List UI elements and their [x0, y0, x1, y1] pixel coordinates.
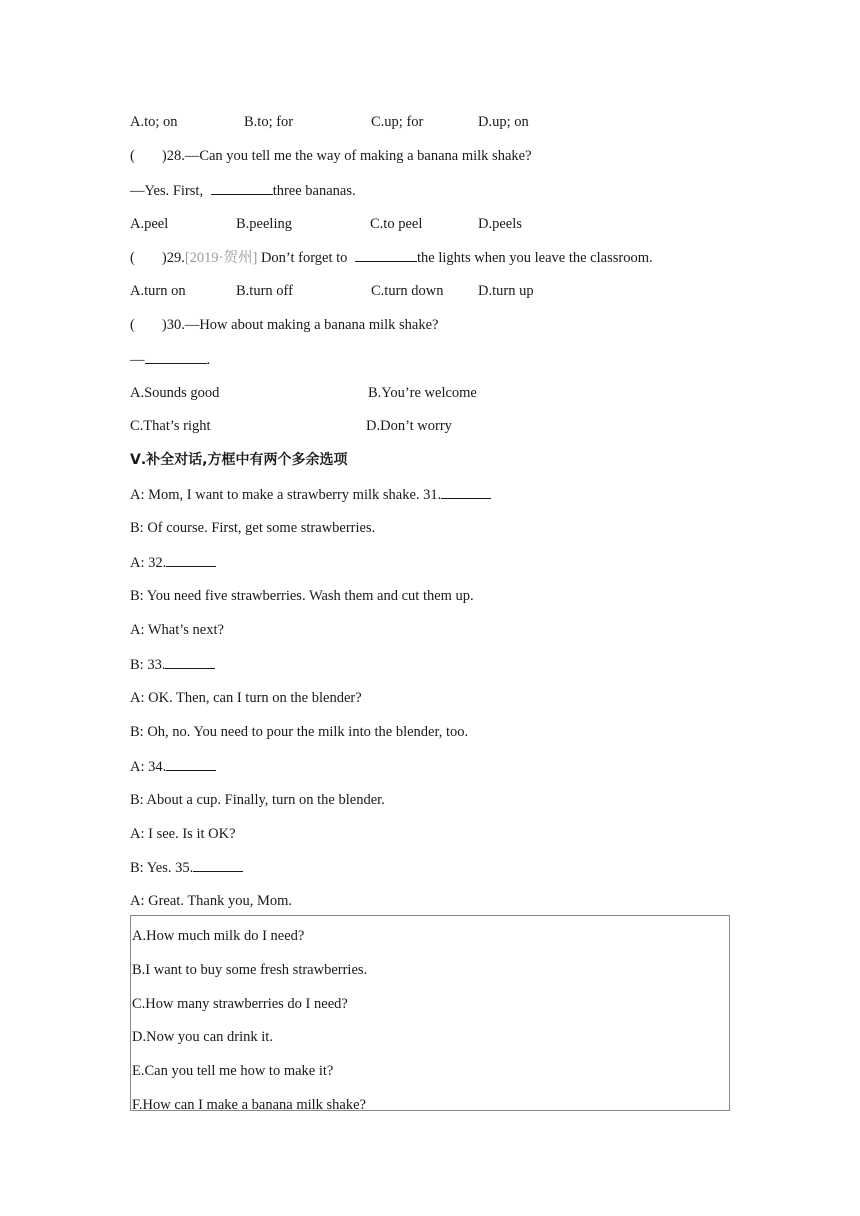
dialogue-line — [130, 484, 491, 505]
q29-option-a: A.turn on — [130, 283, 186, 299]
dialogue-line — [130, 620, 224, 640]
q28-blank[interactable] — [211, 180, 273, 195]
q29-option-c: C.turn down — [371, 283, 444, 299]
dialogue-blank[interactable] — [441, 484, 491, 499]
dialogue-blank[interactable] — [193, 857, 243, 872]
q29-answer-paren-open: ( — [130, 250, 135, 266]
dialogue-line — [130, 552, 216, 573]
dialogue-line — [130, 824, 236, 844]
dialogue-text: B: Oh, no. You need to pour the milk into the blender, too. — [130, 724, 469, 740]
q28-reply — [130, 180, 356, 201]
q28-question-text: 28.—Can you tell me the way of making a banana milk shake? — [166, 148, 532, 164]
dialogue-text: A: I see. Is it OK? — [130, 826, 236, 842]
dialogue-text: A: OK. Then, can I turn on the blender? — [130, 690, 362, 706]
dialogue-line — [130, 790, 385, 810]
q28-answer-paren-close: ) — [161, 148, 167, 164]
box-option: E.Can you tell me how to make it? — [132, 1063, 334, 1079]
box-option: B.I want to buy some fresh strawberries. — [132, 962, 368, 978]
dialogue-line — [130, 756, 216, 777]
q29-source-tag: [2019·贺州] — [184, 250, 258, 266]
box-option: F.How can I make a banana milk shake? — [132, 1097, 366, 1113]
q27-option-a: A.to; on — [130, 114, 178, 130]
dialogue-line — [130, 891, 292, 911]
q30-answer-paren-open: ( — [130, 317, 135, 333]
dialogue-text: B: 33. — [130, 657, 166, 673]
q27-option-c: C.up; for — [371, 114, 424, 130]
dialogue-blank[interactable] — [165, 654, 215, 669]
q29-number: 29. — [166, 250, 185, 266]
q30-stem — [130, 315, 439, 335]
dialogue-blank[interactable] — [166, 756, 216, 771]
q28-option-d: D.peels — [478, 216, 522, 232]
q29-stem — [130, 247, 653, 268]
q28-option-b: B.peeling — [236, 216, 292, 232]
dialogue-line — [130, 518, 375, 538]
dialogue-line — [130, 586, 474, 606]
q28-option-a: A.peel — [130, 216, 169, 232]
box-option: D.Now you can drink it. — [132, 1029, 273, 1045]
dialogue-blank[interactable] — [166, 552, 216, 567]
dialogue-text: A: 34. — [130, 759, 167, 775]
dialogue-text: A: 32. — [130, 555, 167, 571]
q30-reply-pre: — — [130, 352, 145, 368]
options-box — [130, 915, 730, 1111]
q30-reply — [130, 349, 210, 370]
q27-option-b: B.to; for — [244, 114, 294, 130]
q29-answer-paren-close: ) — [161, 250, 167, 266]
dialogue-line — [130, 722, 468, 742]
dialogue-text: A: What’s next? — [130, 622, 224, 638]
q28-answer-paren-open: ( — [130, 148, 135, 164]
box-option: C.How many strawberries do I need? — [132, 996, 348, 1012]
q30-blank[interactable] — [145, 349, 207, 364]
q29-blank[interactable] — [355, 247, 417, 262]
q27-option-d: D.up; on — [478, 114, 529, 130]
dialogue-line — [130, 654, 215, 675]
section-5-heading: Ⅴ.补全对话,方框中有两个多余选项 — [130, 452, 348, 468]
q30-option-a: A.Sounds good — [130, 385, 220, 401]
dialogue-text: A: Great. Thank you, Mom. — [130, 893, 293, 909]
dialogue-text: B: You need five strawberries. Wash them and cut them up. — [130, 588, 474, 604]
q28-stem — [130, 146, 532, 166]
dialogue-line — [130, 688, 362, 708]
q28-reply-post: three bananas. — [272, 183, 356, 199]
dialogue-line — [130, 857, 243, 878]
dialogue-text: B: Yes. 35. — [130, 860, 194, 876]
q30-question-text: 30.—How about making a banana milk shake? — [166, 317, 439, 333]
q30-answer-paren-close: ) — [161, 317, 167, 333]
q29-option-b: B.turn off — [236, 283, 293, 299]
q29-stem-pre: Don’t forget to — [257, 250, 352, 266]
q30-option-d: D.Don’t worry — [366, 418, 452, 434]
q30-option-c: C.That’s right — [130, 418, 211, 434]
box-option: A.How much milk do I need? — [132, 928, 305, 944]
dialogue-text: B: Of course. First, get some strawberries. — [130, 520, 376, 536]
dialogue-text: A: Mom, I want to make a strawberry milk shake. 31. — [130, 487, 442, 503]
dialogue-text: B: About a cup. Finally, turn on the blender. — [130, 792, 385, 808]
q30-reply-post: . — [206, 352, 211, 368]
q28-option-c: C.to peel — [370, 216, 423, 232]
q28-reply-pre: —Yes. First, — [130, 183, 207, 199]
q30-option-b: B.You’re welcome — [368, 385, 477, 401]
q29-stem-post: the lights when you leave the classroom. — [417, 250, 653, 266]
q29-option-d: D.turn up — [478, 283, 534, 299]
